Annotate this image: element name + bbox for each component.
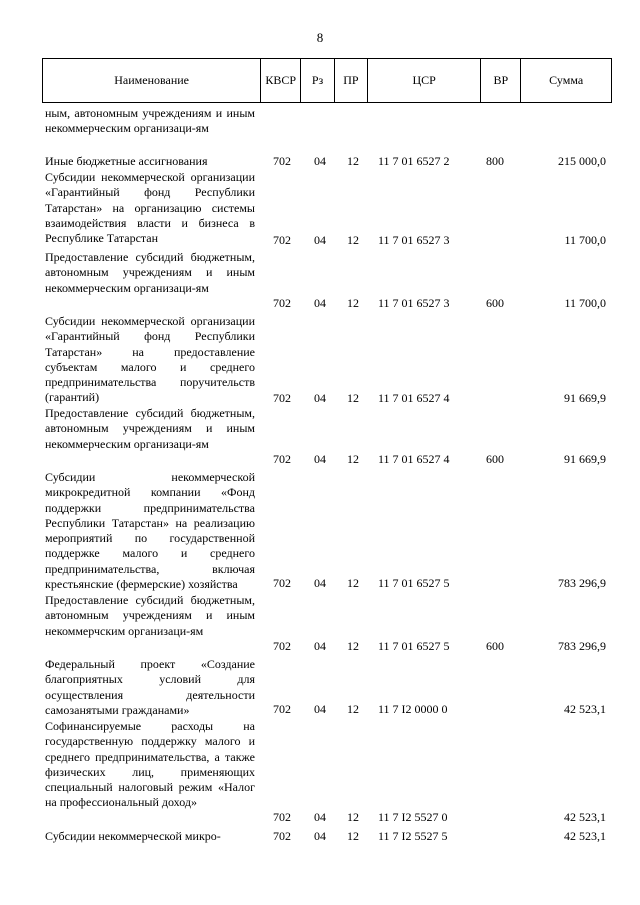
row-sum: 11 700,0 — [564, 296, 606, 310]
row-name: Предоставление субсидий бюджетным, автономным учреждениям и иным некоммерческим организаци-ям — [45, 406, 255, 451]
row-kvsr: 702 — [273, 154, 291, 168]
row-pr: 12 — [347, 452, 359, 466]
row-rz: 04 — [314, 576, 326, 590]
row-sum: 11 700,0 — [564, 233, 606, 247]
row-sum: 783 296,9 — [558, 639, 606, 653]
row-name: ным, автономным учреждениям и иным некоммерческим организаци-ям — [45, 106, 255, 136]
row-csr: 11 7 01 6527 5 — [378, 639, 450, 653]
header-kvsr: КВСР — [261, 59, 301, 102]
row-vr: 600 — [486, 296, 504, 310]
row-csr: 11 7 I2 5527 5 — [378, 829, 448, 843]
row-kvsr: 702 — [273, 829, 291, 843]
row-pr: 12 — [347, 154, 359, 168]
header-csr: ЦСР — [368, 59, 482, 102]
row-pr: 12 — [347, 702, 359, 716]
row-csr: 11 7 I2 0000 0 — [378, 702, 448, 716]
header-name: Наименование — [43, 59, 261, 102]
row-name: Предоставление субсидий бюджетным, автономным учреждениям и иным некоммерческим организаци-ям — [45, 250, 255, 295]
row-name: Федеральный проект «Создание благоприятных условий для осуществления деятельности самозанятыми гражданами» — [45, 657, 255, 717]
row-pr: 12 — [347, 576, 359, 590]
row-rz: 04 — [314, 296, 326, 310]
row-csr: 11 7 01 6527 2 — [378, 154, 450, 168]
row-rz: 04 — [314, 829, 326, 843]
row-pr: 12 — [347, 296, 359, 310]
row-rz: 04 — [314, 452, 326, 466]
row-name: Софинансируемые расходы на государственную поддержку малого и среднего предпринимательства, а также физических лиц, применяющих специальный налоговый режим «Налог на профессиональный доход» — [45, 719, 255, 810]
row-csr: 11 7 01 6527 5 — [378, 576, 450, 590]
row-name: Предоставление субсидий бюджетным, автономным учреждениям и иным некоммерчским организаци-ям — [45, 593, 255, 638]
row-rz: 04 — [314, 233, 326, 247]
row-pr: 12 — [347, 810, 359, 824]
row-rz: 04 — [314, 639, 326, 653]
row-vr: 600 — [486, 452, 504, 466]
header-rz: Рз — [301, 59, 335, 102]
row-csr: 11 7 01 6527 3 — [378, 233, 450, 247]
row-name: Субсидии некоммерческой микрокредитной компании «Фонд поддержки предпринимательства Республики Татарстан» на реализацию мероприятий по государственной поддержке малого и среднего предпринимательства, включая крестьянские (фермерские) хозяйства — [45, 470, 255, 592]
page-number: 8 — [316, 30, 324, 45]
row-csr: 11 7 I2 5527 0 — [378, 810, 448, 824]
row-vr: 600 — [486, 639, 504, 653]
row-sum: 91 669,9 — [564, 452, 606, 466]
row-rz: 04 — [314, 154, 326, 168]
row-kvsr: 702 — [273, 296, 291, 310]
header-sum: Сумма — [549, 73, 584, 87]
row-vr: 800 — [486, 154, 504, 168]
row-pr: 12 — [347, 639, 359, 653]
row-kvsr: 702 — [273, 391, 291, 405]
row-pr: 12 — [347, 391, 359, 405]
row-name: Иные бюджетные ассигнования — [45, 154, 208, 168]
row-kvsr: 702 — [273, 576, 291, 590]
header-pr: ПР — [335, 59, 368, 102]
row-pr: 12 — [347, 829, 359, 843]
row-kvsr: 702 — [273, 639, 291, 653]
header-vr: ВР — [481, 59, 521, 102]
row-kvsr: 702 — [273, 233, 291, 247]
row-sum: 91 669,9 — [564, 391, 606, 405]
row-csr: 11 7 01 6527 4 — [378, 391, 450, 405]
row-name: Субсидии некоммерческой микро- — [45, 829, 221, 843]
row-sum: 42 523,1 — [564, 810, 606, 824]
row-rz: 04 — [314, 391, 326, 405]
row-sum: 783 296,9 — [558, 576, 606, 590]
table-header — [42, 58, 612, 103]
row-rz: 04 — [314, 810, 326, 824]
row-kvsr: 702 — [273, 452, 291, 466]
row-rz: 04 — [314, 702, 326, 716]
row-name: Субсидии некоммерческой организации «Гарантийный фонд Республики Татарстан» на предоставление субъектам малого и среднего предпринимательства поручительств (гарантий) — [45, 314, 255, 405]
row-sum: 42 523,1 — [564, 829, 606, 843]
row-kvsr: 702 — [273, 702, 291, 716]
row-name: Субсидии некоммерческой организации «Гарантийный фонд Республики Татарстан» на организацию системы взаимодействия власти и бизнеса в Республике Татарстан — [45, 170, 255, 246]
row-pr: 12 — [347, 233, 359, 247]
row-sum: 42 523,1 — [564, 702, 606, 716]
row-csr: 11 7 01 6527 4 — [378, 452, 450, 466]
row-sum: 215 000,0 — [558, 154, 606, 168]
row-csr: 11 7 01 6527 3 — [378, 296, 450, 310]
row-kvsr: 702 — [273, 810, 291, 824]
